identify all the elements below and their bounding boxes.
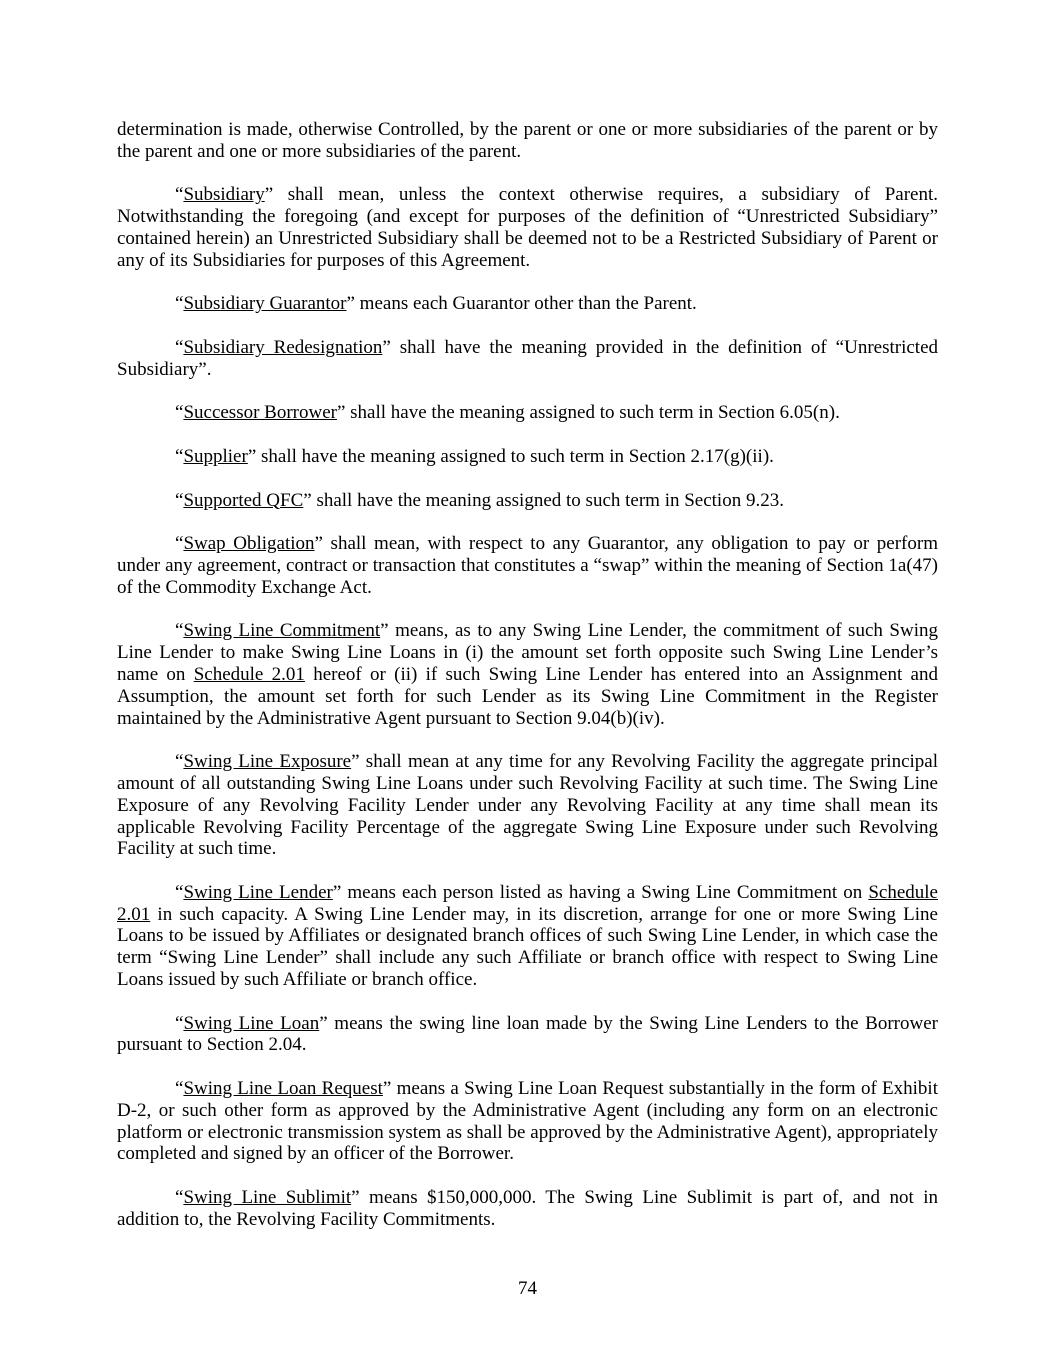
text-run: ” means each Guarantor other than the Parent. bbox=[346, 293, 697, 315]
defined-term: Swing Line Loan Request bbox=[183, 1078, 383, 1100]
text-run: ” means each person listed as having a Swing Line Commitment on bbox=[332, 881, 869, 903]
text-run: “ bbox=[175, 1012, 184, 1034]
text-run: “ bbox=[175, 751, 184, 773]
text-run: “ bbox=[175, 620, 184, 642]
text-run: “ bbox=[175, 1078, 184, 1100]
defined-term: Swing Line Commitment bbox=[183, 620, 381, 642]
defined-term: Swing Line Sublimit bbox=[183, 1187, 352, 1209]
defined-term: Swing Line Lender bbox=[183, 881, 333, 903]
text-run: ” shall mean, with respect to any Guarantor, any obligation to pay or perform under any agreement, contract or transaction that constitutes a “swap” within the meaning of Section 1a(47) of the Commodity Exchange Act. bbox=[117, 533, 938, 598]
paragraph bbox=[117, 882, 938, 991]
text-run: hereof or (ii) if such Swing Line Lender has entered into an Assignment and Assumption, the amount set forth for such Lender as its Swing Line Commitment in the Register maintained by the Administrative Agent pursuant to Section 9.04(b)(iv). bbox=[117, 663, 938, 729]
text-run: determination is made, otherwise Controlled, by the parent or one or more subsidiaries of the parent or by the parent and one or more subsidiaries of the parent. bbox=[117, 119, 938, 162]
paragraph bbox=[117, 293, 938, 315]
page-number: 74 bbox=[518, 1278, 537, 1299]
text-run: ” shall mean, unless the context otherwise requires, a subsidiary of Parent. Notwithstanding the foregoing (and except for purposes of the definition of “Unrestricted Subsidiary” contained herein) an Unrestricted Subsidiary shall be deemed not to be a Restricted Subsidiary of Parent or any of its Subsidiaries for purposes of this Agreement. bbox=[117, 184, 938, 271]
text-run: ” shall have the meaning assigned to such term in Section 6.05(n). bbox=[336, 402, 840, 424]
text-run: ” shall have the meaning assigned to such term in Section 2.17(g)(ii). bbox=[247, 445, 774, 467]
defined-term: Swap Obligation bbox=[183, 533, 315, 555]
text-run: ” shall mean at any time for any Revolving Facility the aggregate principal amount of all outstanding Swing Line Loans under such Revolving Facility at such time. The Swing Line Exposure of any Revolving Facility Lender under any Revolving Facility at any time shall mean its applicable Revolving Facility Percentage of the aggregate Swing Line Exposure under such Revolving Facility at such time. bbox=[117, 751, 938, 860]
defined-term: Supplier bbox=[183, 445, 248, 467]
defined-term: Schedule 2.01 bbox=[117, 881, 938, 925]
defined-term: Subsidiary bbox=[183, 184, 265, 206]
paragraph bbox=[117, 184, 938, 271]
defined-term: Swing Line Loan bbox=[183, 1012, 320, 1034]
paragraph bbox=[117, 402, 938, 424]
paragraph bbox=[117, 119, 938, 163]
paragraph bbox=[117, 533, 938, 598]
text-run: ” means a Swing Line Loan Request substantially in the form of Exhibit D-2, or such other form as approved by the Administrative Agent (including any form on an electronic platform or electronic transmission system as shall be approved by the Administrative Agent), appropriately completed and signed by an officer of the Borrower. bbox=[117, 1078, 938, 1165]
defined-term: Supported QFC bbox=[183, 489, 304, 511]
paragraph bbox=[117, 751, 938, 860]
paragraph bbox=[117, 1013, 938, 1057]
paragraph bbox=[117, 337, 938, 381]
text-run: ” shall have the meaning provided in the definition of “Unrestricted Subsidiary”. bbox=[117, 336, 939, 380]
defined-term: Subsidiary Redesignation bbox=[183, 336, 383, 358]
paragraph bbox=[117, 446, 938, 468]
text-run: ” means $150,000,000. The Swing Line Sublimit is part of, and not in addition to, the Revolving Facility Commitments. bbox=[117, 1187, 938, 1230]
text-run: “ bbox=[175, 402, 184, 424]
text-run: “ bbox=[175, 489, 184, 511]
text-run: “ bbox=[175, 881, 184, 903]
text-run: ” means, as to any Swing Line Lender, the commitment of such Swing Line Lender to make Swing Line Loans in (i) the amount set forth opposite such Swing Line Lender’s name on bbox=[117, 620, 938, 685]
paragraph bbox=[117, 1187, 938, 1231]
defined-term: Swing Line Exposure bbox=[183, 751, 352, 773]
defined-term: Successor Borrower bbox=[183, 402, 337, 424]
paragraph bbox=[117, 1078, 938, 1165]
text-run: in such capacity. A Swing Line Lender may, in its discretion, arrange for one or more Swing Line Loans to be issued by Affiliates or designated branch offices of such Swing Line Lender, in which case the term “Swing Line Lender” shall include any such Affiliate or branch office with respect to Swing Line Loans issued by such Affiliate or branch office. bbox=[117, 903, 938, 991]
text-run: ” shall have the meaning assigned to such term in Section 9.23. bbox=[303, 489, 784, 511]
text-run: “ bbox=[175, 336, 184, 358]
paragraph bbox=[117, 490, 938, 512]
text-run: “ bbox=[175, 293, 184, 315]
defined-term: Subsidiary Guarantor bbox=[183, 293, 347, 315]
text-run: “ bbox=[175, 1187, 184, 1209]
text-run: “ bbox=[175, 445, 184, 467]
paragraph bbox=[117, 620, 938, 729]
text-run: “ bbox=[175, 184, 184, 206]
text-run: ” means the swing line loan made by the Swing Line Lenders to the Borrower pursuant to Section 2.04. bbox=[117, 1012, 938, 1056]
defined-term: Schedule 2.01 bbox=[193, 663, 305, 685]
text-run: “ bbox=[175, 533, 184, 555]
document-body bbox=[117, 119, 938, 1231]
